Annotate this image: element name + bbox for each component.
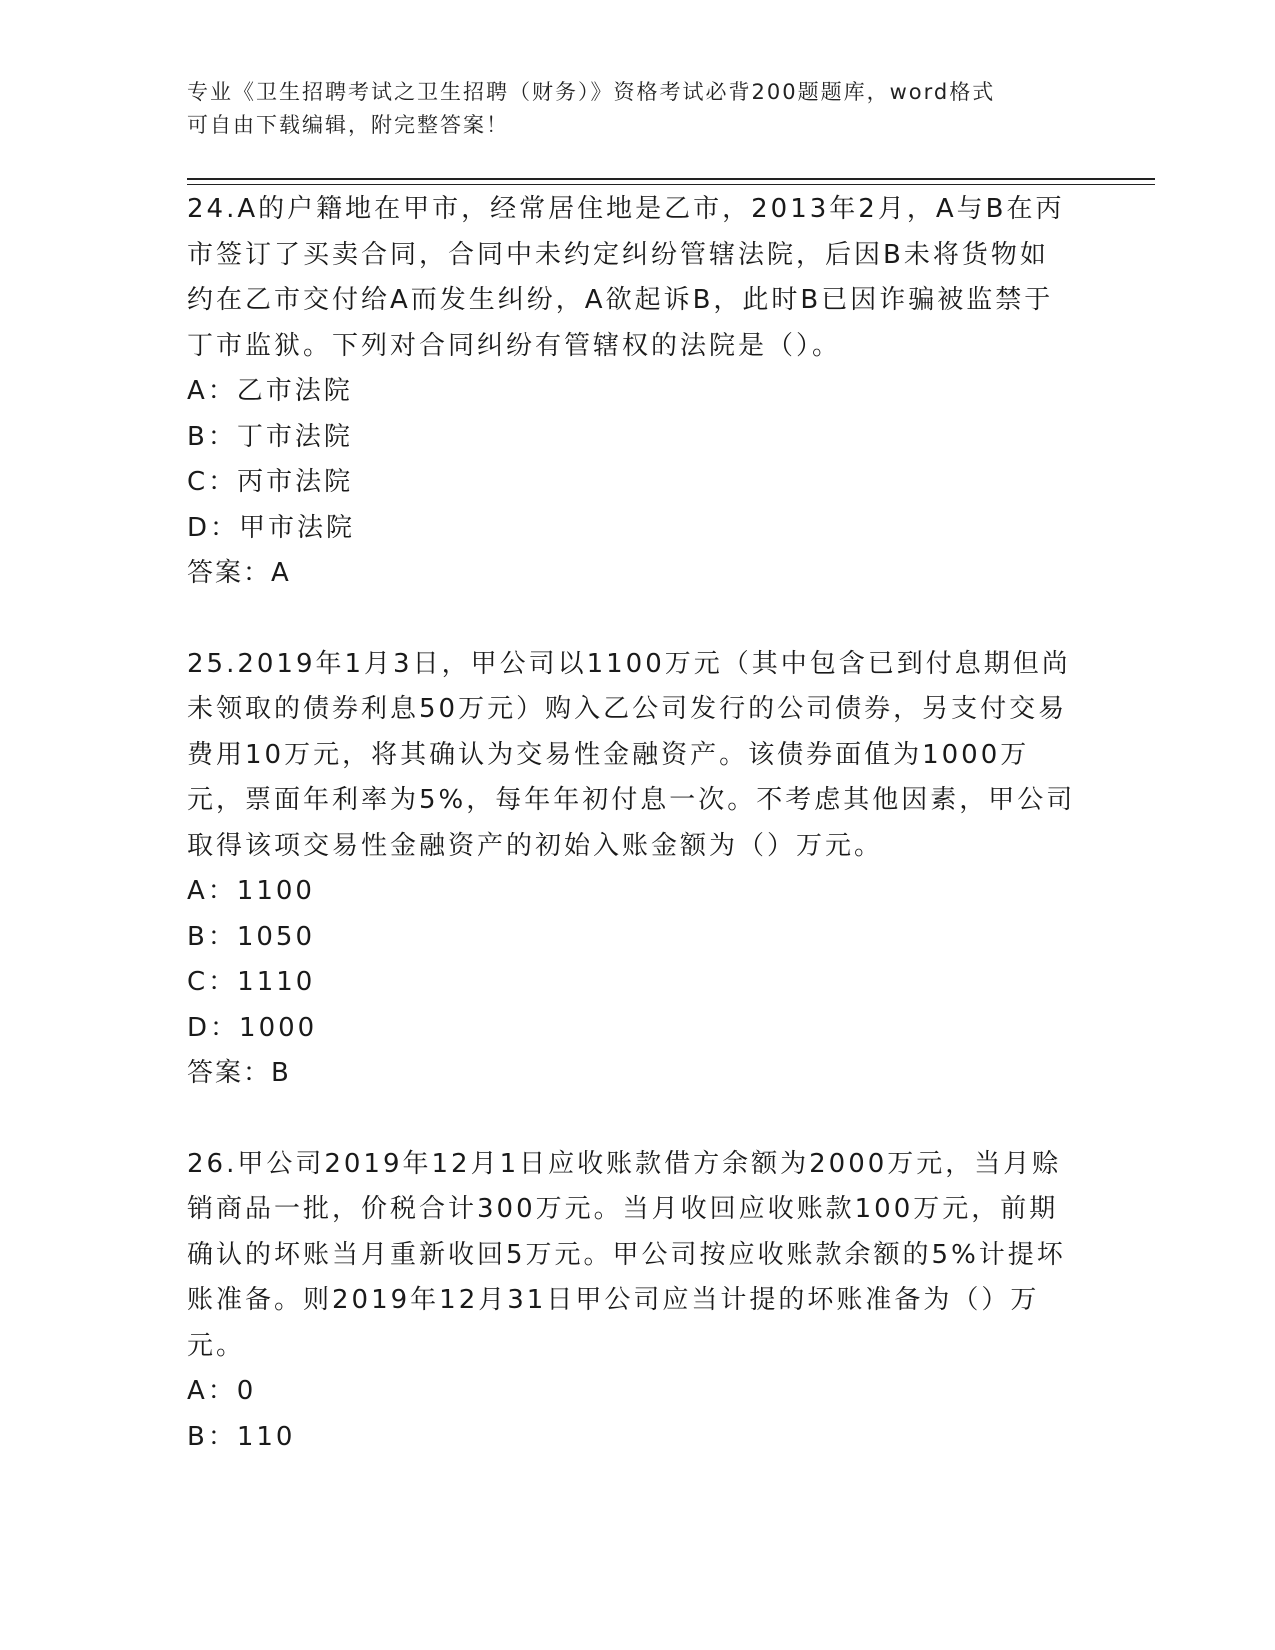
option-b: B：110 [187,1421,296,1452]
question-spacer [187,597,1087,642]
header-line-1: 专业《卫生招聘考试之卫生招聘（财务）》资格考试必背200题题库，word格式 [187,80,996,104]
question-stem: 26.甲公司2019年12月1日应收账款借方余额为2000万元，当月赊销商品一批，价税合计300万元。当月收回应收账款100万元，前期确认的坏账当月重新收回5万元。甲公司按应收账款余额的5%计提坏账准备。则2019年12月31日甲公司应当计提的坏账准备为（）万元。 [187,1148,1066,1361]
option-a: A：0 [187,1376,257,1406]
question-26 [187,1142,1087,1461]
option-list [187,869,1087,1051]
option-list [187,369,1087,551]
option-list [187,1369,1087,1460]
question-stem: 25.2019年1月3日，甲公司以1100万元（其中包含已到付息期但尚未领取的债券利息50万元）购入乙公司发行的公司债券，另支付交易费用10万元，将其确认为交易性金融资产。该债券面值为1000万元，票面年利率为5%，每年年初付息一次。不考虑其他因素，甲公司取得该项交易性金融资产的初始入账金额为（）万元。 [187,648,1076,861]
option-c: C：1110 [187,967,316,997]
option-d: D：甲市法院 [187,512,356,543]
header-divider-thin [187,184,1155,185]
question-24 [187,187,1087,597]
option-d: D：1000 [187,1012,318,1043]
question-list [187,187,1087,1460]
question-spacer [187,1097,1087,1142]
option-b: B：丁市法院 [187,421,353,452]
answer-line: 答案：A [187,558,291,588]
header-line-2: 可自由下载编辑，附完整答案！ [187,113,509,137]
option-a: A：1100 [187,876,315,906]
option-b: B：1050 [187,921,316,952]
document-header [187,76,1087,142]
answer-line: 答案：B [187,1058,291,1088]
option-a: A：乙市法院 [187,376,353,406]
question-25 [187,642,1087,1097]
header-divider-thick [187,178,1155,180]
question-stem: 24.A的户籍地在甲市，经常居住地是乙市，2013年2月，A与B在丙市签订了买卖合同，合同中未约定纠纷管辖法院，后因B未将货物如约在乙市交付给A而发生纠纷，A欲起诉B，此时B已因诈骗被监禁于丁市监狱。下列对合同纠纷有管辖权的法院是（）。 [187,194,1065,361]
option-c: C：丙市法院 [187,467,354,497]
